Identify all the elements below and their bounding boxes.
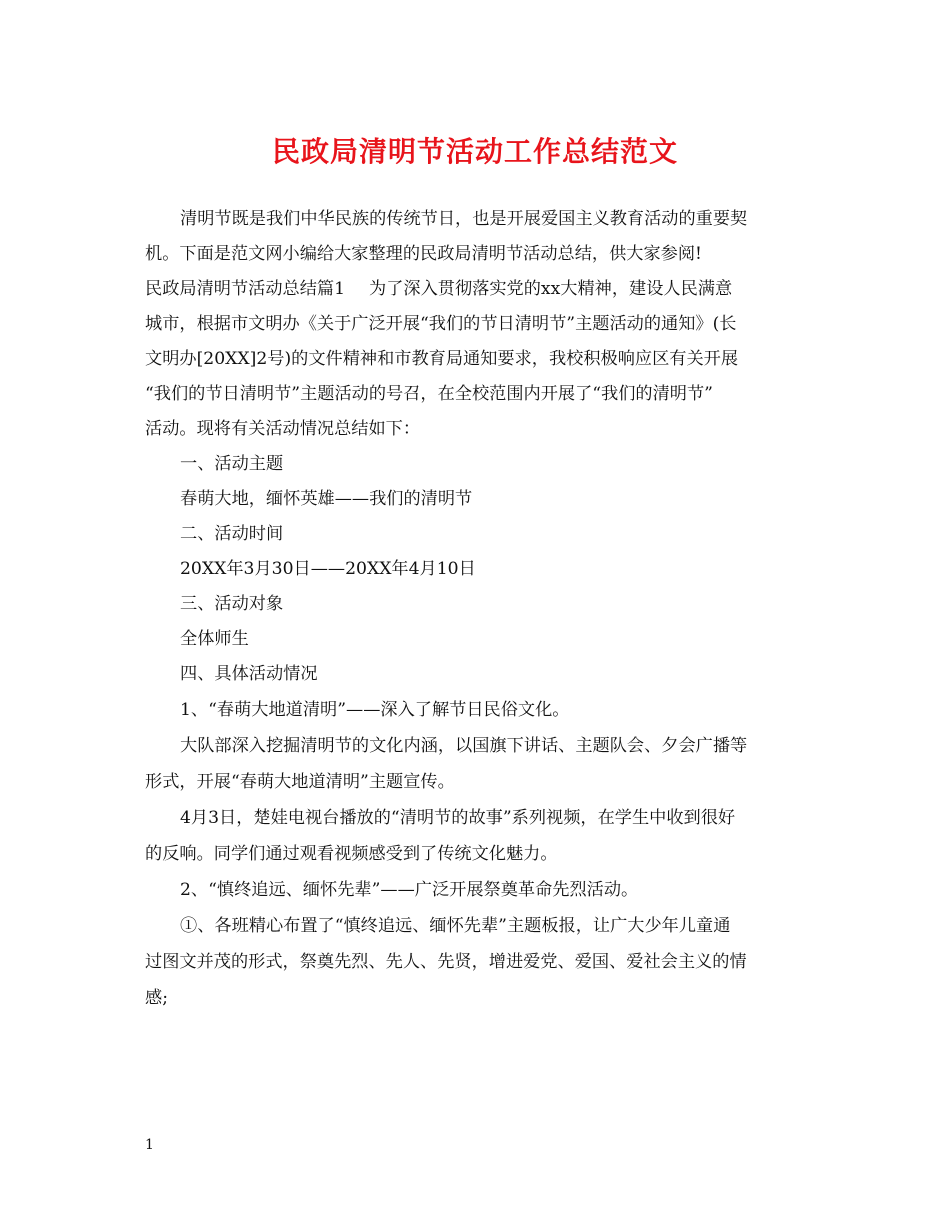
paragraph-3-line-1: ①、各班精心布置了“慎终追远、缅怀先辈”主题板报，让广大少年儿童通 [180,916,731,936]
section-line-1 [145,272,807,307]
time-value: 20XX年3月30日——20XX年4月10日 [180,559,476,579]
details-item-1: 1、“春萌大地道清明”——深入了解节日民俗文化。 [180,700,570,720]
paragraph-1-line-2: 形式，开展“春萌大地道清明”主题宣传。 [145,772,455,792]
document-body [145,202,807,1016]
intro-line-2: 机。下面是范文网小编给大家整理的民政局清明节活动总结，供大家参阅! [145,244,702,264]
section-line-3: 文明办[20XX]2号)的文件精神和市教育局通知要求，我校积极响应区有关开展 [145,349,739,369]
paragraph-3-line-3: 感; [145,988,168,1008]
document-title: 民政局清明节活动工作总结范文 [271,135,678,168]
section-line-4: “我们的节日清明节”主题活动的号召，在全校范围内开展了“我们的清明节” [145,384,713,404]
paragraph-2-line-2: 的反响。同学们通过观看视频感受到了传统文化魅力。 [145,844,558,864]
section-line-2: 城市，根据市文明办《关于广泛开展“我们的节日清明节”主题活动的通知》(长 [145,314,737,334]
time-label: 二、活动时间 [180,524,284,544]
details-item-2: 2、“慎终追远、缅怀先辈”——广泛开展祭奠革命先烈活动。 [180,880,639,900]
target-label: 三、活动对象 [180,594,284,614]
details-label: 四、具体活动情况 [180,664,318,684]
theme-value: 春萌大地，缅怀英雄——我们的清明节 [180,489,473,509]
theme-label: 一、活动主题 [180,454,284,474]
section-line-5: 活动。现将有关活动情况总结如下： [145,419,421,439]
intro-line-1: 清明节既是我们中华民族的传统节日，也是开展爱国主义教育活动的重要契 [180,209,748,229]
paragraph-3-line-2: 过图文并茂的形式，祭奠先烈、先人、先贤，增进爱党、爱国、爱社会主义的情 [145,952,747,972]
paragraph-2-line-1: 4月3日，楚娃电视台播放的“清明节的故事”系列视频，在学生中收到很好 [180,808,736,828]
section-line-1-text: 为了深入贯彻落实党的xx大精神，建设人民满意 [369,279,733,299]
page-number: 1 [145,1137,154,1153]
section-heading: 民政局清明节活动总结篇1 [145,279,345,299]
target-value: 全体师生 [180,629,249,649]
paragraph-1-line-1: 大队部深入挖掘清明节的文化内涵，以国旗下讲话、主题队会、夕会广播等 [180,736,748,756]
